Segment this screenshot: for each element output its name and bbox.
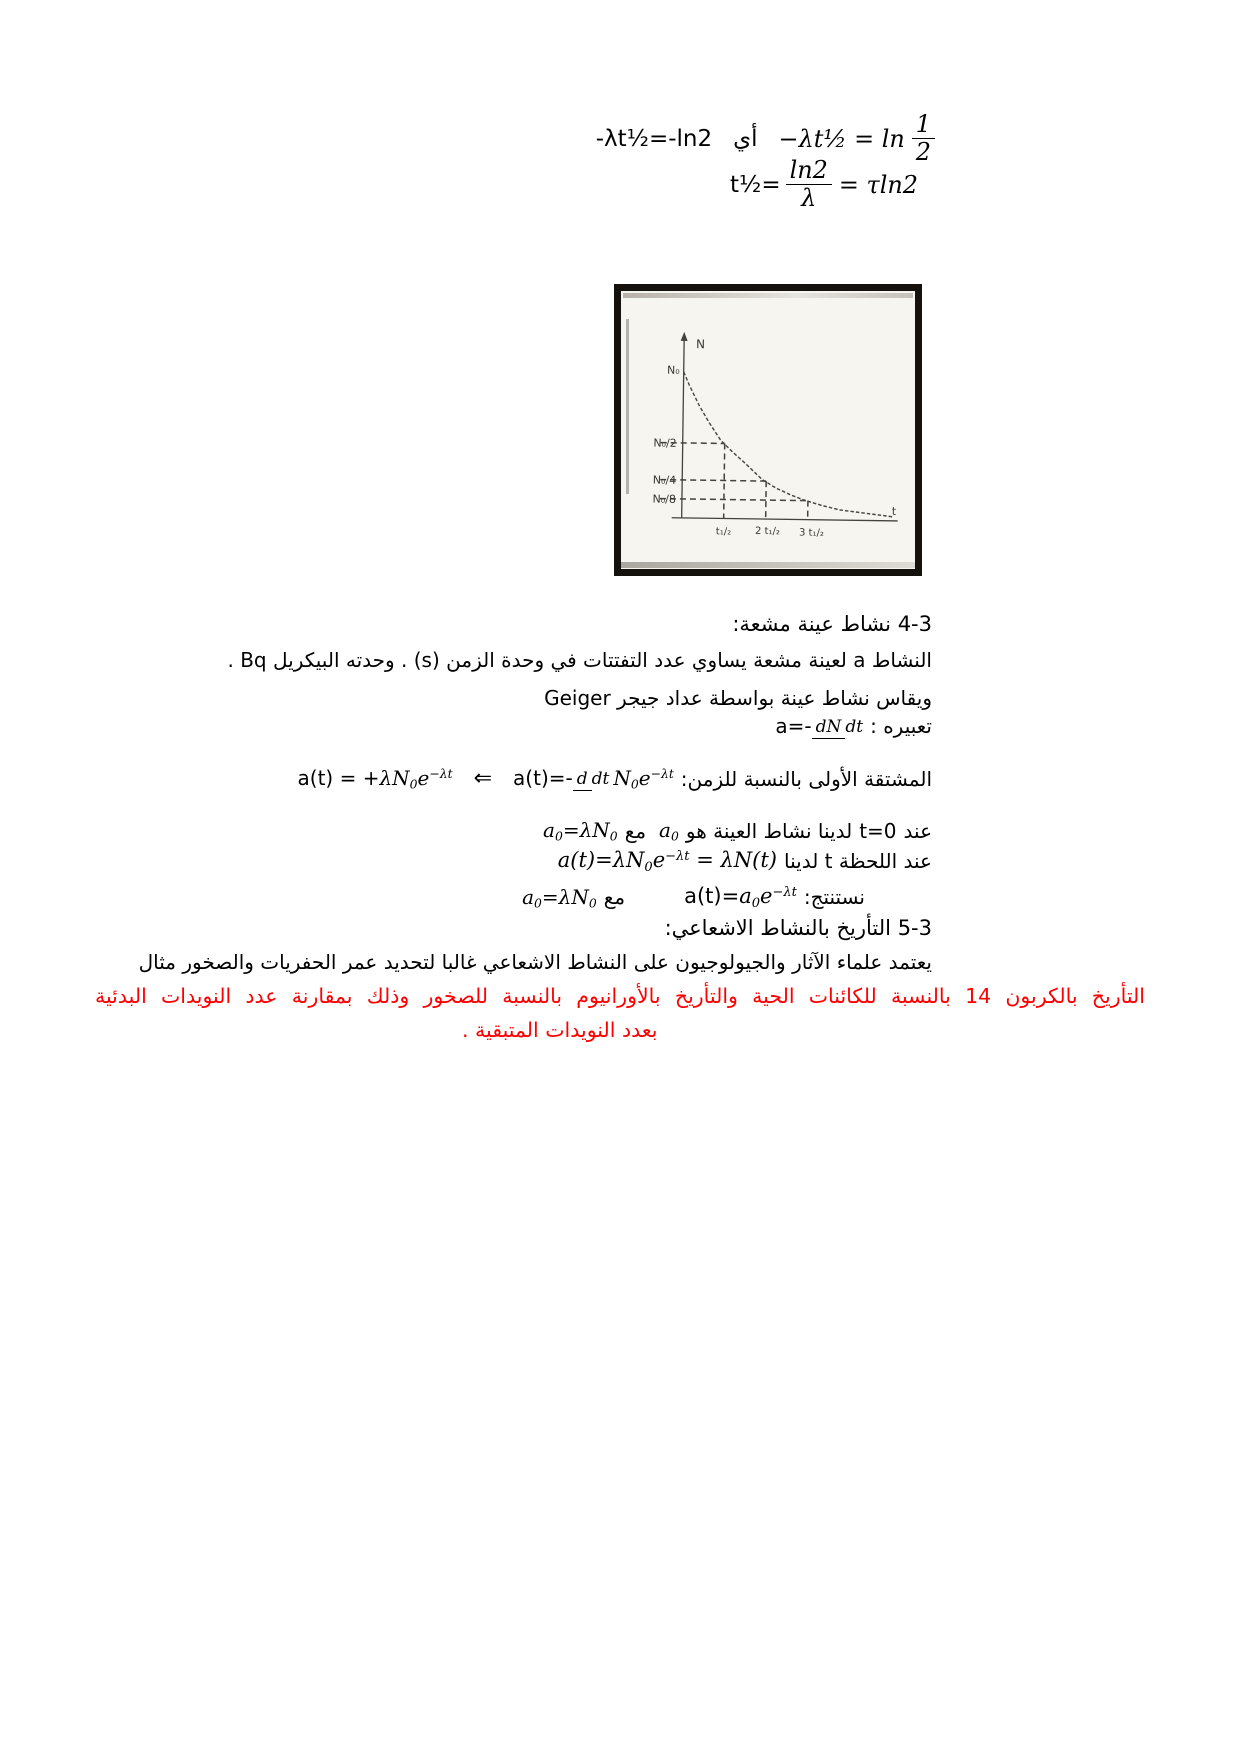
fraction-denominator: dt: [591, 768, 610, 789]
equation-prefix: a(t)=: [684, 884, 740, 908]
a-subscript: 0: [670, 828, 679, 844]
a-subscript: 0: [751, 895, 760, 911]
expression-label: تعبيره :: [870, 714, 932, 738]
body-text: ويقاس نشاط عينة بواسطة عداد جيجر Geiger: [544, 686, 932, 710]
activity-expression-line: [775, 714, 932, 738]
tick-n0-2: N₀/2: [653, 436, 677, 450]
tick-2t-half: 2 t₁/₂: [754, 525, 780, 538]
fraction-dN-dt: [812, 716, 863, 739]
a-symbol: a: [522, 884, 535, 909]
y-axis-label: N: [695, 337, 706, 352]
equation-lhs: t½=: [730, 171, 781, 198]
scan-artifact-bottom: [621, 562, 915, 568]
conjunction-word: أي: [733, 125, 758, 152]
a0-symbol: [659, 818, 679, 844]
x-axis-label: t: [891, 504, 897, 518]
exponent: −λt: [665, 848, 690, 864]
tick-n0-4: N₀/4: [652, 473, 677, 487]
tick-t-half: t₁/₂: [715, 526, 732, 538]
n-subscript: 0: [409, 776, 418, 792]
exponent: −λt: [772, 884, 797, 900]
fraction-numerator: dN: [812, 717, 846, 739]
body-text: النشاط a لعينة مشعة يساوي عدد التفتتات في وحدة الزمن (s) . وحدته البيكريل Bq .: [227, 648, 932, 672]
tick-3t-half: 3 t₁/₂: [798, 527, 824, 539]
n-subscript: 0: [630, 776, 639, 792]
lambda-n-symbol: λN: [379, 766, 410, 790]
section-4-3-heading: [732, 612, 932, 636]
n-subscript: 0: [609, 828, 618, 844]
carbon-dating-red-text-line-1: التأريخ بالكربون 14 بالنسبة للكائنات الحية والتأريخ بالأورانيوم بالنسبة للصخور وذلك بمقارنة عدد النويدات البدئية: [95, 984, 1145, 1008]
heading-text: 4-3 نشاط عينة مشعة:: [732, 612, 932, 636]
y-axis-arrow: [681, 332, 688, 341]
equation-prefix: a(t)=-: [513, 766, 573, 790]
a-symbol: a: [739, 884, 752, 908]
arabic-text: عند: [903, 818, 932, 843]
equals-lambda-n: =λN: [541, 884, 589, 909]
activity-result-equation: [298, 766, 453, 792]
geiger-counter-line: [544, 686, 932, 710]
decay-curve-chart: [621, 291, 901, 555]
a-symbol: a: [659, 818, 671, 842]
dating-intro-line: [139, 950, 932, 974]
body-text: يعتمد علماء الآثار والجيولوجيون على النشاط الاشعاعي غالبا لتحديد عمر الحفريات والصخور مثال: [138, 950, 932, 974]
tick-n0-8: N₀/8: [652, 492, 677, 506]
equals-lambda-n-t: = λN(t): [689, 848, 777, 872]
fraction-d-dt: [573, 768, 610, 791]
a-subscript: 0: [554, 828, 563, 844]
heading-text: 5-3 التأريخ بالنشاط الاشعاعي:: [664, 916, 932, 940]
y-axis: [682, 338, 685, 518]
fraction-denominator: 2: [915, 138, 931, 167]
activity-definition-line: [227, 648, 932, 672]
carbon-dating-red-text-line-2: بعدد النويدات المتبقية .: [462, 1018, 658, 1042]
conclusion-line: [522, 884, 865, 911]
e-symbol: e: [760, 884, 773, 908]
equation-prefix: a(t) = +: [297, 766, 380, 790]
e-symbol: e: [652, 848, 666, 872]
equation-result: -λt½=-ln2: [595, 125, 713, 152]
decay-curve: [682, 372, 896, 517]
a-symbol: a: [543, 818, 555, 842]
e-symbol: e: [417, 766, 430, 790]
fraction-ln2-over-lambda: [786, 158, 832, 211]
a0-equals-lambda-n0: [543, 818, 618, 844]
with-word: مع: [603, 885, 626, 910]
equation-source: −λt½ = ln: [778, 124, 905, 153]
fraction-numerator: d: [573, 769, 592, 791]
with-word: مع: [624, 818, 647, 843]
equation-prefix: a(t)=: [557, 848, 613, 872]
lambda-n-symbol: λN: [612, 848, 645, 872]
arabic-text: لدينا نشاط العينة هو: [685, 818, 853, 843]
arabic-text: عند اللحظة t لدينا: [784, 849, 932, 874]
e-symbol: e: [638, 766, 651, 790]
conclusion-equation: [684, 884, 797, 911]
exponent: −λt: [429, 766, 453, 782]
scan-paper: [621, 291, 915, 569]
a0-equals-lambda-n0: [522, 885, 597, 911]
exponent: −λt: [650, 766, 674, 782]
fraction-denominator: λ: [801, 184, 817, 213]
n-subscript: 0: [588, 895, 597, 911]
derivative-equation: [513, 766, 674, 792]
equation-rhs: = τln2: [838, 170, 918, 199]
n-symbol: N: [613, 766, 631, 790]
initial-activity-line: [535, 818, 932, 844]
fraction-numerator: 1: [912, 112, 935, 139]
scanned-decay-figure: [614, 284, 922, 576]
equation-prefix: a=-: [775, 714, 812, 738]
a-subscript: 0: [534, 895, 542, 911]
x-axis: [672, 518, 898, 521]
activity-derivative-equation: [775, 714, 863, 738]
derivative-label: المشتقة الأولى بالنسبة للزمن:: [680, 766, 932, 791]
t-equals-zero: t=0: [859, 818, 897, 843]
tick-n0: N₀: [666, 363, 680, 377]
we-conclude-label: نستنتج:: [803, 885, 865, 910]
activity-time-equation: [558, 848, 777, 875]
fraction-numerator: ln2: [786, 158, 832, 185]
activity-at-time-t-line: [528, 848, 932, 875]
equals-lambda-n: =λN: [562, 818, 610, 842]
fraction-denominator: dt: [845, 716, 864, 737]
n-subscript: 0: [644, 859, 653, 875]
first-derivative-line: [298, 766, 932, 792]
section-5-3-heading: [665, 916, 932, 940]
equation-half-life-line-2: [730, 158, 918, 211]
implies-arrow-icon: ⇐: [473, 766, 493, 792]
